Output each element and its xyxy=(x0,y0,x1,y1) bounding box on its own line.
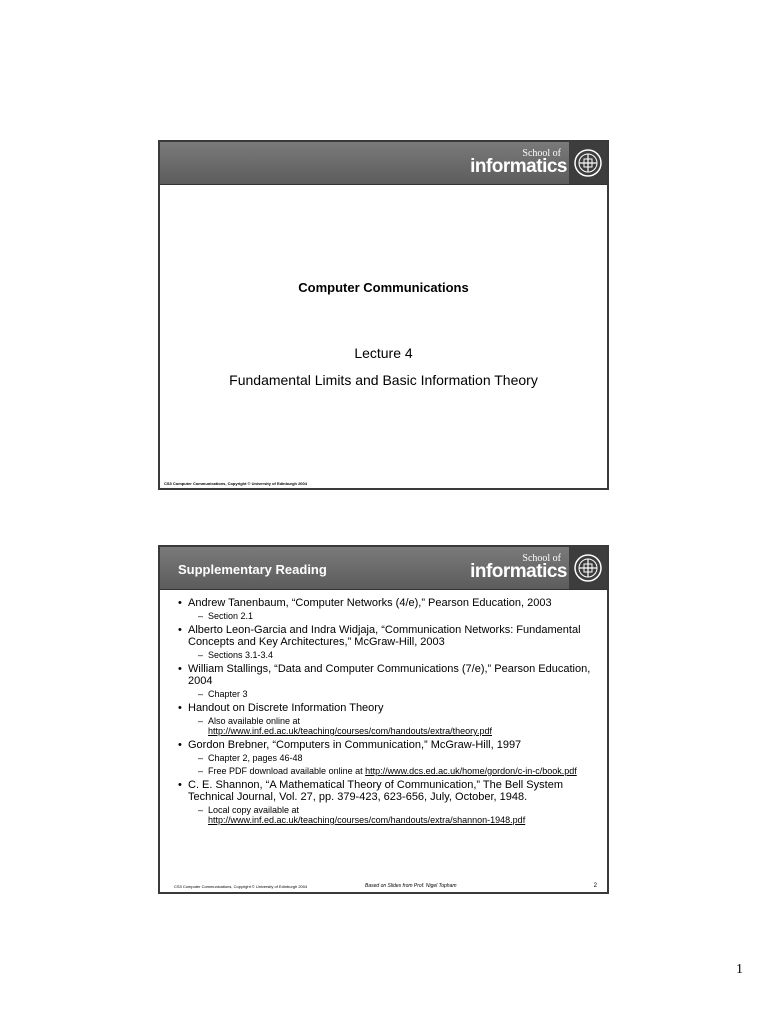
slide-header xyxy=(160,547,607,590)
logo-school-of: School of xyxy=(522,148,561,159)
slide-footer-credit: Based on Slides from Prof. Nigel Topham xyxy=(365,883,457,889)
reference-text: Handout on Discrete Information Theory xyxy=(188,702,384,714)
book-pdf-link[interactable]: http://www.dcs.ed.ac.uk/home/gordon/c-in-c/book.pdf xyxy=(365,766,577,776)
reference-subitem: – Chapter 3 xyxy=(198,689,248,699)
theory-pdf-link[interactable]: http://www.inf.ed.ac.uk/teaching/courses/com/handouts/extra/theory.pdf xyxy=(208,726,492,736)
slide-footer-copyright: CS3 Computer Communications, Copyright © University of Edinburgh 2004 xyxy=(164,481,307,486)
reference-item xyxy=(178,663,593,699)
bullet: • xyxy=(178,779,182,791)
reference-text: C. E. Shannon, “A Mathematical Theory of Communication,” The Bell System Technical Journal, Vol. 27, pp. 379-423, 623-656, July, October, 1948. xyxy=(188,779,563,803)
reference-subitem: – Sections 3.1-3.4 xyxy=(198,650,274,660)
reading-list xyxy=(178,597,593,828)
reading-slide xyxy=(158,545,609,894)
reference-item xyxy=(178,779,593,825)
title-slide xyxy=(158,140,609,490)
slide-page-number: 2 xyxy=(593,883,597,889)
reference-item xyxy=(178,624,593,660)
slide-footer-copyright: CS3 Computer Communications, Copyright © University of Edinburgh 2004 xyxy=(174,884,308,889)
bullet: • xyxy=(178,739,182,751)
informatics-logo xyxy=(467,148,567,180)
lecture-topic: Fundamental Limits and Basic Information Theory xyxy=(229,372,538,388)
shannon-pdf-link[interactable]: http://www.inf.ed.ac.uk/teaching/courses/com/handouts/extra/shannon-1948.pdf xyxy=(208,815,526,825)
logo-informatics: informatics xyxy=(470,156,567,177)
bullet: • xyxy=(178,624,182,636)
lecture-number: Lecture 4 xyxy=(354,345,413,361)
page-number: 1 xyxy=(736,962,743,977)
reference-item xyxy=(178,702,593,736)
reference-text: Gordon Brebner, “Computers in Communication,” McGraw-Hill, 1997 xyxy=(188,739,522,751)
informatics-logo xyxy=(467,553,567,585)
course-title: Computer Communications xyxy=(298,280,469,295)
slide-header xyxy=(160,142,607,185)
bullet: • xyxy=(178,597,182,609)
logo-informatics: informatics xyxy=(470,561,567,582)
reference-subitem: – Local copy available at http://www.inf.ed.ac.uk/teaching/courses/com/handouts/extra/shannon-1948.pdf xyxy=(198,805,526,825)
reference-text: Alberto Leon-Garcia and Indra Widjaja, “Communication Networks: Fundamental Concepts and Key Architectures,” McGraw-Hill, 2003 xyxy=(188,624,581,648)
reference-text: William Stallings, “Data and Computer Communications (7/e),” Pearson Education, 2004 xyxy=(188,663,591,687)
reference-text: Andrew Tanenbaum, “Computer Networks (4/e),” Pearson Education, 2003 xyxy=(188,597,552,609)
university-crest-icon xyxy=(569,547,607,589)
reference-subitem: – Free PDF download available online at http://www.dcs.ed.ac.uk/home/gordon/c-in-c/book.pdf xyxy=(198,766,577,776)
bullet: • xyxy=(178,663,182,675)
reference-item xyxy=(178,597,593,621)
bullet: • xyxy=(178,702,182,714)
university-crest-icon xyxy=(569,142,607,184)
logo-school-of: School of xyxy=(522,553,561,564)
reference-subitem: – Section 2.1 xyxy=(198,611,254,621)
reference-subitem: – Also available online at http://www.inf.ed.ac.uk/teaching/courses/com/handouts/extra/theory.pdf xyxy=(198,716,492,736)
reference-subitem: – Chapter 2, pages 46-48 xyxy=(198,753,303,763)
reference-item xyxy=(178,739,593,776)
slide-title: Supplementary Reading xyxy=(178,562,327,577)
